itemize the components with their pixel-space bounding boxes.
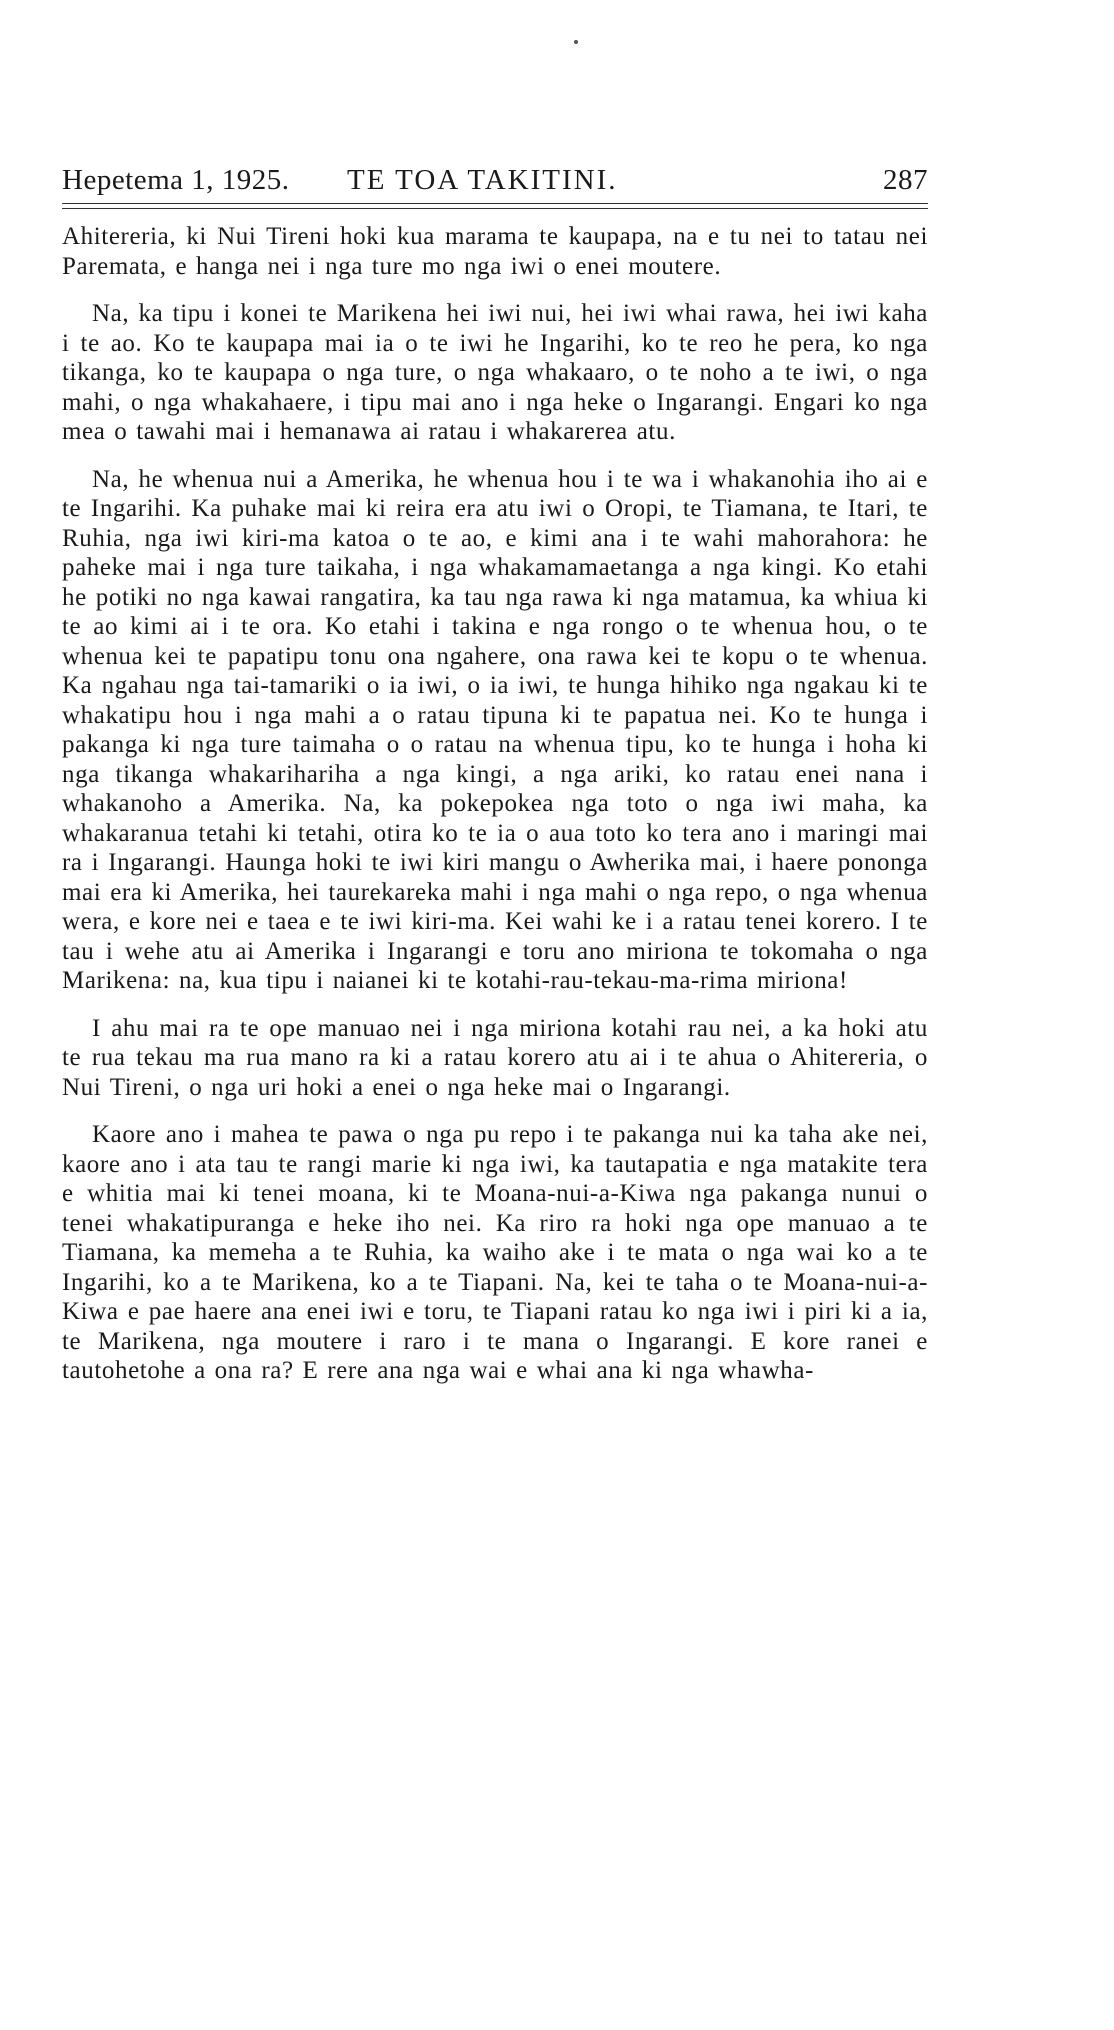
publication-title: TE TOA TAKITINI. (347, 164, 618, 196)
paragraph: Ahitereria, ki Nui Tireni hoki kua marama te kaupapa, na e tu nei to tatau nei Paremata, e hanga nei i nga ture mo nga iwi o enei moutere. (62, 223, 928, 280)
page-speck (574, 40, 578, 44)
header-rule-top (62, 203, 928, 204)
paragraph: Na, he whenua nui a Amerika, he whenua hou i te wa i whakanohia iho ai e te Ingarihi. Ka puhake mai ki reira era atu iwi o Oropi, te Tiamana, te Itari, te Ruhia, nga iwi kiri-ma katoa o te ao, e kimi ana i te wahi mahorahora: he paheke mai i nga ture taikaha, i nga whakamamaetanga a nga kingi. Ko etahi he potiki no nga kawai rangatira, ka tau nga rawa ki nga matamua, ka whiua ki te ao kimi ai i te ora. Ko etahi i takina e nga rongo o te whenua hou, o te whenua kei te papatipu tonu ona ngahere, ona rawa kei te kopu o te whenua. Ka ngahau nga tai-tamariki o ia iwi, o ia iwi, te hunga hihiko nga ngakau ki te whakatipu hou i nga mahi a o ratau tipuna ki te papatua nei. Ko te hunga i pakanga ki nga ture taimaha o o ratau na whenua tipu, ko te hunga i hoha ki nga tikanga whakarihariha a nga kingi, a nga ariki, ko ratau enei nana i whakanoho a Amerika. Na, ka pokepokea nga toto o nga iwi maha, ka whakaranua tetahi ki tetahi, otira ko te ia o aua toto ko tera ano i maringi mai ra i Ingarangi. Haunga hoki te iwi kiri mangu o Awherika mai, i haere pononga mai era ki Amerika, hei taurekareka mahi i nga mahi o nga repo, o nga whenua wera, e kore nei e taea e te iwi kiri-ma. Kei wahi ke i a ratau tenei korero. I te tau i wehe atu ai Amerika i Ingarangi e toru ano miriona te tokomaha o nga Marikena: na, kua tipu i naianei ki te kotahi-rau-tekau-ma-rima miriona! (62, 465, 928, 994)
running-header (62, 164, 928, 204)
article-body (62, 222, 928, 1404)
paragraph: Kaore ano i mahea te pawa o nga pu repo i te pakanga nui ka taha ake nei, kaore ano i ata tau te rangi marie ki nga iwi, ka tautapatia e nga matakite tera e whitia mai ki tenei moana, ki te Moana-nui-a-Kiwa nga pakanga nunui o tenei whakatipuranga e heke iho nei. Ka riro ra hoki nga ope manuao a te Tiamana, ka memeha a te Ruhia, ka waiho ake i te mata o nga wai ko a te Ingarihi, ko a te Marikena, ko a te Tiapani. Na, kei te taha o te Moana-nui-a-Kiwa e pae haere ana enei iwi e toru, te Tiapani ratau ko nga iwi i piri ki a ia, te Marikena, nga moutere i raro i te mana o Ingarangi. E kore ranei e tautohetohe a ona ra? E rere ana nga wai e whai ana ki nga whawha- (62, 1121, 928, 1384)
header-date: Hepetema 1, 1925. (62, 164, 290, 196)
header-rule-bottom (62, 208, 928, 209)
page-number: 287 (883, 164, 928, 196)
paragraph: Na, ka tipu i konei te Marikena hei iwi nui, hei iwi whai rawa, hei iwi kaha i te ao. Ko te kaupapa mai ia o te iwi he Ingarihi, ko te reo he pera, ko nga tikanga, ko te kaupapa o nga ture, o nga whakaaro, o te noho a te iwi, o nga mahi, o nga whakahaere, i tipu mai ano i nga heke o Ingarangi. Engari ko nga mea o tawahi mai i hemanawa ai ratau i whakarerea atu. (62, 300, 928, 445)
paragraph: I ahu mai ra te ope manuao nei i nga miriona kotahi rau nei, a ka hoki atu te rua tekau ma rua mano ra ki a ratau korero atu ai i te ahua o Ahitereria, o Nui Tireni, o nga uri hoki a enei o nga heke mai o Ingarangi. (62, 1014, 928, 1101)
